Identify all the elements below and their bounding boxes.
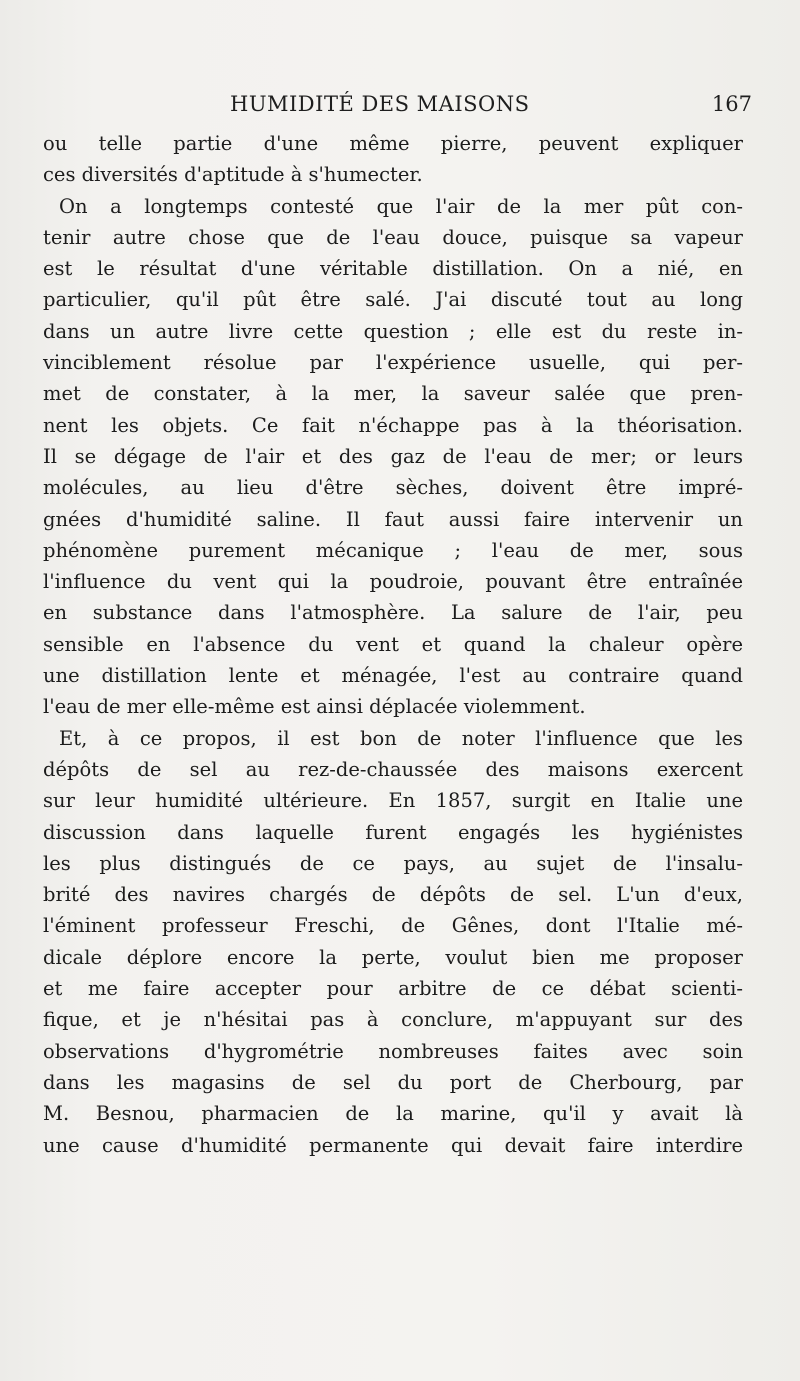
page-number: 167 xyxy=(711,92,752,116)
body-text xyxy=(43,128,743,1161)
text-line: dans un autre livre cette question ; elle est du reste in- xyxy=(43,319,743,343)
text-line: particulier, qu'il pût être salé. J'ai discuté tout au long xyxy=(43,288,743,312)
text-line: dicale déplore encore la perte, voulut bien me proposer xyxy=(43,945,743,969)
text-line: vinciblement résolue par l'expérience usuelle, qui per- xyxy=(43,351,743,375)
text-line: brité des navires chargés de dépôts de sel. L'un d'eux, xyxy=(43,883,743,907)
text-line: tenir autre chose que de l'eau douce, puisque sa vapeur xyxy=(43,225,743,249)
text-line: sur leur humidité ultérieure. En 1857, surgit en Italie une xyxy=(43,789,743,813)
page-header xyxy=(40,92,752,122)
text-line: dans les magasins de sel du port de Cherbourg, par xyxy=(43,1070,743,1094)
text-line: dépôts de sel au rez-de-chaussée des maisons exercent xyxy=(43,757,743,781)
text-line: phénomène purement mécanique ; l'eau de mer, sous xyxy=(43,538,743,562)
text-line: et me faire accepter pour arbitre de ce débat scienti- xyxy=(43,977,743,1001)
text-line: On a longtemps contesté que l'air de la mer pût con- xyxy=(59,194,743,218)
text-line: discussion dans laquelle furent engagés les hygiénistes xyxy=(43,820,743,844)
text-line: ces diversités d'aptitude à s'humecter. xyxy=(43,163,423,187)
text-line: l'éminent professeur Freschi, de Gênes, dont l'Italie mé- xyxy=(43,914,743,938)
text-line: Il se dégage de l'air et des gaz de l'eau de mer; or leurs xyxy=(43,444,743,468)
text-line: l'influence du vent qui la poudroie, pouvant être entraînée xyxy=(43,570,743,594)
text-line: sensible en l'absence du vent et quand la chaleur opère xyxy=(43,632,743,656)
text-line: une cause d'humidité permanente qui devait faire interdire xyxy=(43,1133,743,1157)
text-line: en substance dans l'atmosphère. La salure de l'air, peu xyxy=(43,601,743,625)
text-line: nent les objets. Ce fait n'échappe pas à la théorisation. xyxy=(43,413,743,437)
text-line: est le résultat d'une véritable distillation. On a nié, en xyxy=(43,257,743,281)
text-line: met de constater, à la mer, la saveur salée que pren- xyxy=(43,382,743,406)
text-line: observations d'hygrométrie nombreuses faites avec soin xyxy=(43,1039,743,1063)
text-line: les plus distingués de ce pays, au sujet de l'insalu- xyxy=(43,851,743,875)
text-line: ou telle partie d'une même pierre, peuvent expliquer xyxy=(43,132,743,155)
running-title: HUMIDITÉ DES MAISONS xyxy=(230,92,530,116)
text-line: M. Besnou, pharmacien de la marine, qu'il y avait là xyxy=(43,1102,743,1126)
text-line: gnées d'humidité saline. Il faut aussi faire intervenir un xyxy=(43,507,743,531)
text-line: une distillation lente et ménagée, l'est au contraire quand xyxy=(43,664,743,688)
text-line: molécules, au lieu d'être sèches, doivent être impré- xyxy=(43,476,743,500)
text-line: fique, et je n'hésitai pas à conclure, m'appuyant sur des xyxy=(43,1008,743,1032)
text-line: l'eau de mer elle-même est ainsi déplacée violemment. xyxy=(43,695,586,719)
text-line: Et, à ce propos, il est bon de noter l'influence que les xyxy=(59,726,743,750)
